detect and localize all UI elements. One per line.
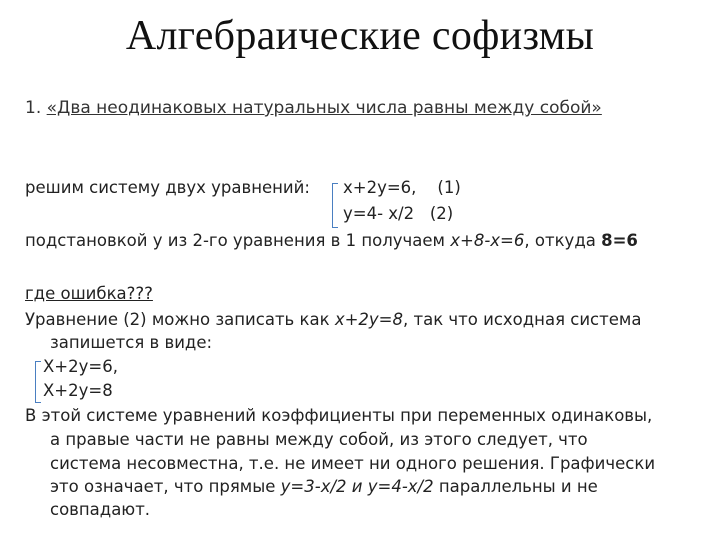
system1-equation-2: y=4- x/2 (2) bbox=[343, 204, 454, 223]
rewrite-line bbox=[25, 310, 641, 329]
conclusion-line-1: В этой системе уравнений коэффициенты при переменных одинаковы, bbox=[25, 406, 653, 425]
substitution-result: 8=6 bbox=[601, 231, 638, 250]
line-equation-2: y=4-x/2 bbox=[367, 477, 434, 496]
slide-title: Алгебраические софизмы bbox=[125, 13, 595, 59]
line-equation-1: y=3-x/2 bbox=[280, 477, 347, 496]
system1-equation-1: x+2y=6, (1) bbox=[343, 178, 461, 197]
rewrite-line-2: запишется в виде: bbox=[50, 333, 213, 352]
conclusion-text: это означает, что прямые bbox=[50, 477, 281, 496]
sophism-statement: «Два неодинаковых натуральных числа равны между собой» bbox=[46, 98, 602, 118]
rewrite-text-2: , так что исходная система bbox=[403, 310, 642, 329]
rewrite-expression: x+2y=8 bbox=[334, 310, 403, 329]
error-question: где ошибка??? bbox=[25, 284, 153, 303]
conclusion-line-5: совпадают. bbox=[50, 500, 151, 519]
substitution-text: подстановкой у из 2-го уравнения в 1 получаем bbox=[25, 231, 451, 250]
sophism-number: 1. bbox=[25, 98, 42, 118]
system-intro: решим систему двух уравнений: bbox=[25, 178, 310, 197]
system1-brace bbox=[332, 183, 338, 228]
system2-equation-2: X+2y=8 bbox=[43, 381, 113, 400]
system2-brace bbox=[35, 361, 41, 403]
conclusion-line-3: система несовместна, т.е. не имеет ни одного решения. Графически bbox=[50, 454, 656, 473]
rewrite-text: Уравнение (2) можно записать как bbox=[25, 310, 335, 329]
substitution-line bbox=[25, 231, 638, 250]
substitution-text-2: , откуда bbox=[524, 231, 602, 250]
substitution-expression: x+8-x=6 bbox=[450, 231, 525, 250]
sophism-heading bbox=[25, 98, 602, 118]
conclusion-line-4 bbox=[50, 477, 598, 496]
conclusion-and: и bbox=[346, 477, 368, 496]
conclusion-text-2: параллельны и не bbox=[433, 477, 598, 496]
conclusion-line-2: а правые части не равны между собой, из этого следует, что bbox=[50, 430, 588, 449]
system2-equation-1: X+2y=6, bbox=[43, 357, 118, 376]
